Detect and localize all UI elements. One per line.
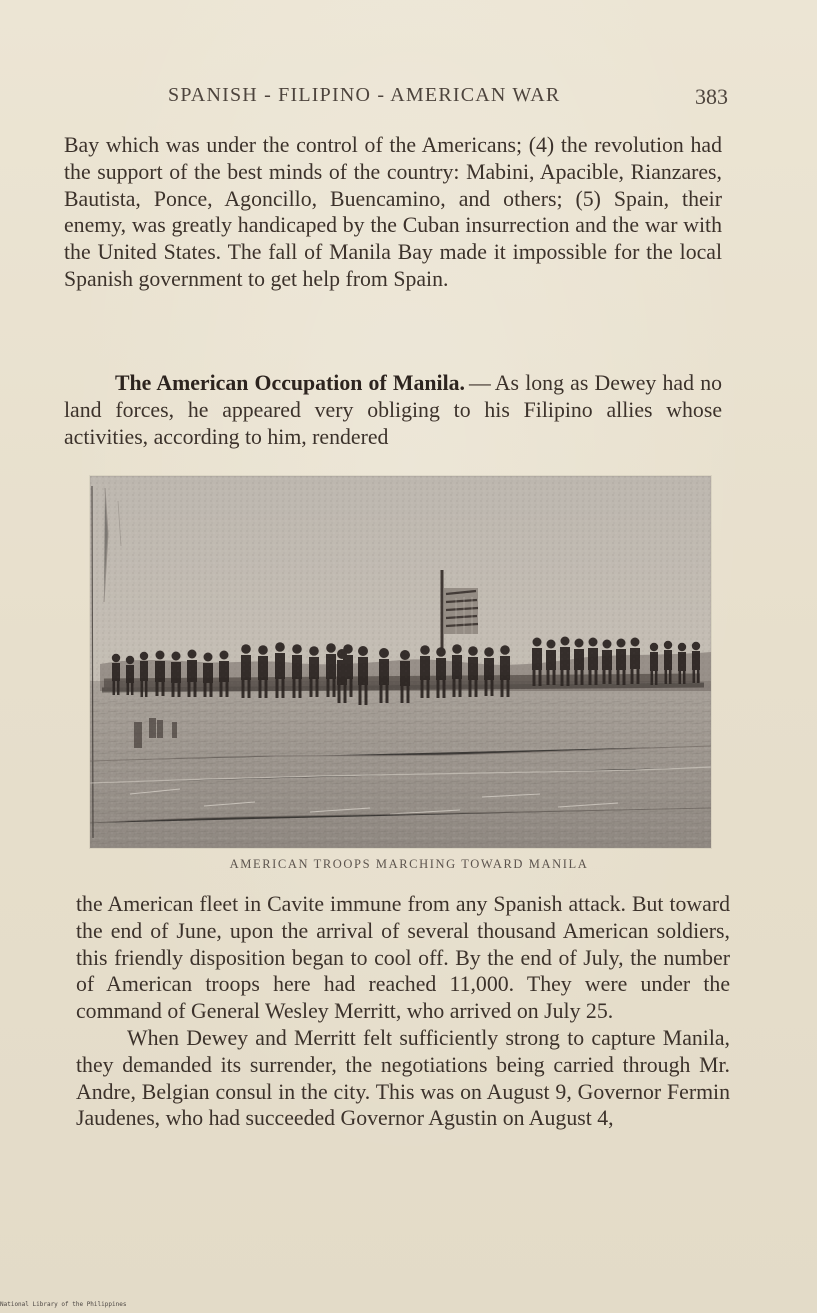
top-paragraph-block [64,132,722,293]
running-title: SPANISH - FILIPINO - AMERICAN WAR [168,84,561,106]
top-paragraph: Bay which was under the control of the Americans; (4) the revolution had the support of the best minds of the country: Mabini, Apacible, Rianzares, Bautista, Ponce, Agoncillo, Buencamino, and others; (5) Spain, their enemy, was greatly handicaped by the Cuban insurrection and the war with the United States. The fall of Manila Bay made it impossible for the local Spanish government to get help from Spain. [64,133,722,291]
photo-caption: AMERICAN TROOPS MARCHING TOWARD MANILA [229,857,589,871]
historical-photo-illustration [90,476,711,848]
running-head [168,84,728,114]
photo-figure [90,476,711,848]
section-body: As long as Dewey had no land forces, he appeared very obliging to his Filipino allies whose activities, according to him, rendered [64,371,722,449]
final-paragraph: When Dewey and Merritt felt sufficiently strong to capture Manila, they demanded its surrender, the negotiations being carried through Mr. Andre, Belgian consul in the city. This was on August 9, Governor Fermin Jaudenes, who had succeeded Governor Agustin on August 4, [76,1025,730,1131]
section-paragraph-block [64,370,722,450]
section-heading: The American Occupation of Manila. [115,371,465,395]
page-number: 383 [695,84,728,109]
historical-photo [90,476,711,848]
section-paragraph [64,370,722,450]
bottom-text-block [76,891,730,1132]
continuation-paragraph: the American fleet in Cavite immune from any Spanish attack. But toward the end of June, upon the arrival of several thousand American soldiers, this friendly disposition began to cool off. By the end of July, the number of American troops here had reached 11,000. They were under the command of General Wesley Merritt, who arrived on July 25. [76,892,730,1024]
library-note: National Library of the Philippines [0,1301,127,1308]
section-dash: — [468,371,491,395]
